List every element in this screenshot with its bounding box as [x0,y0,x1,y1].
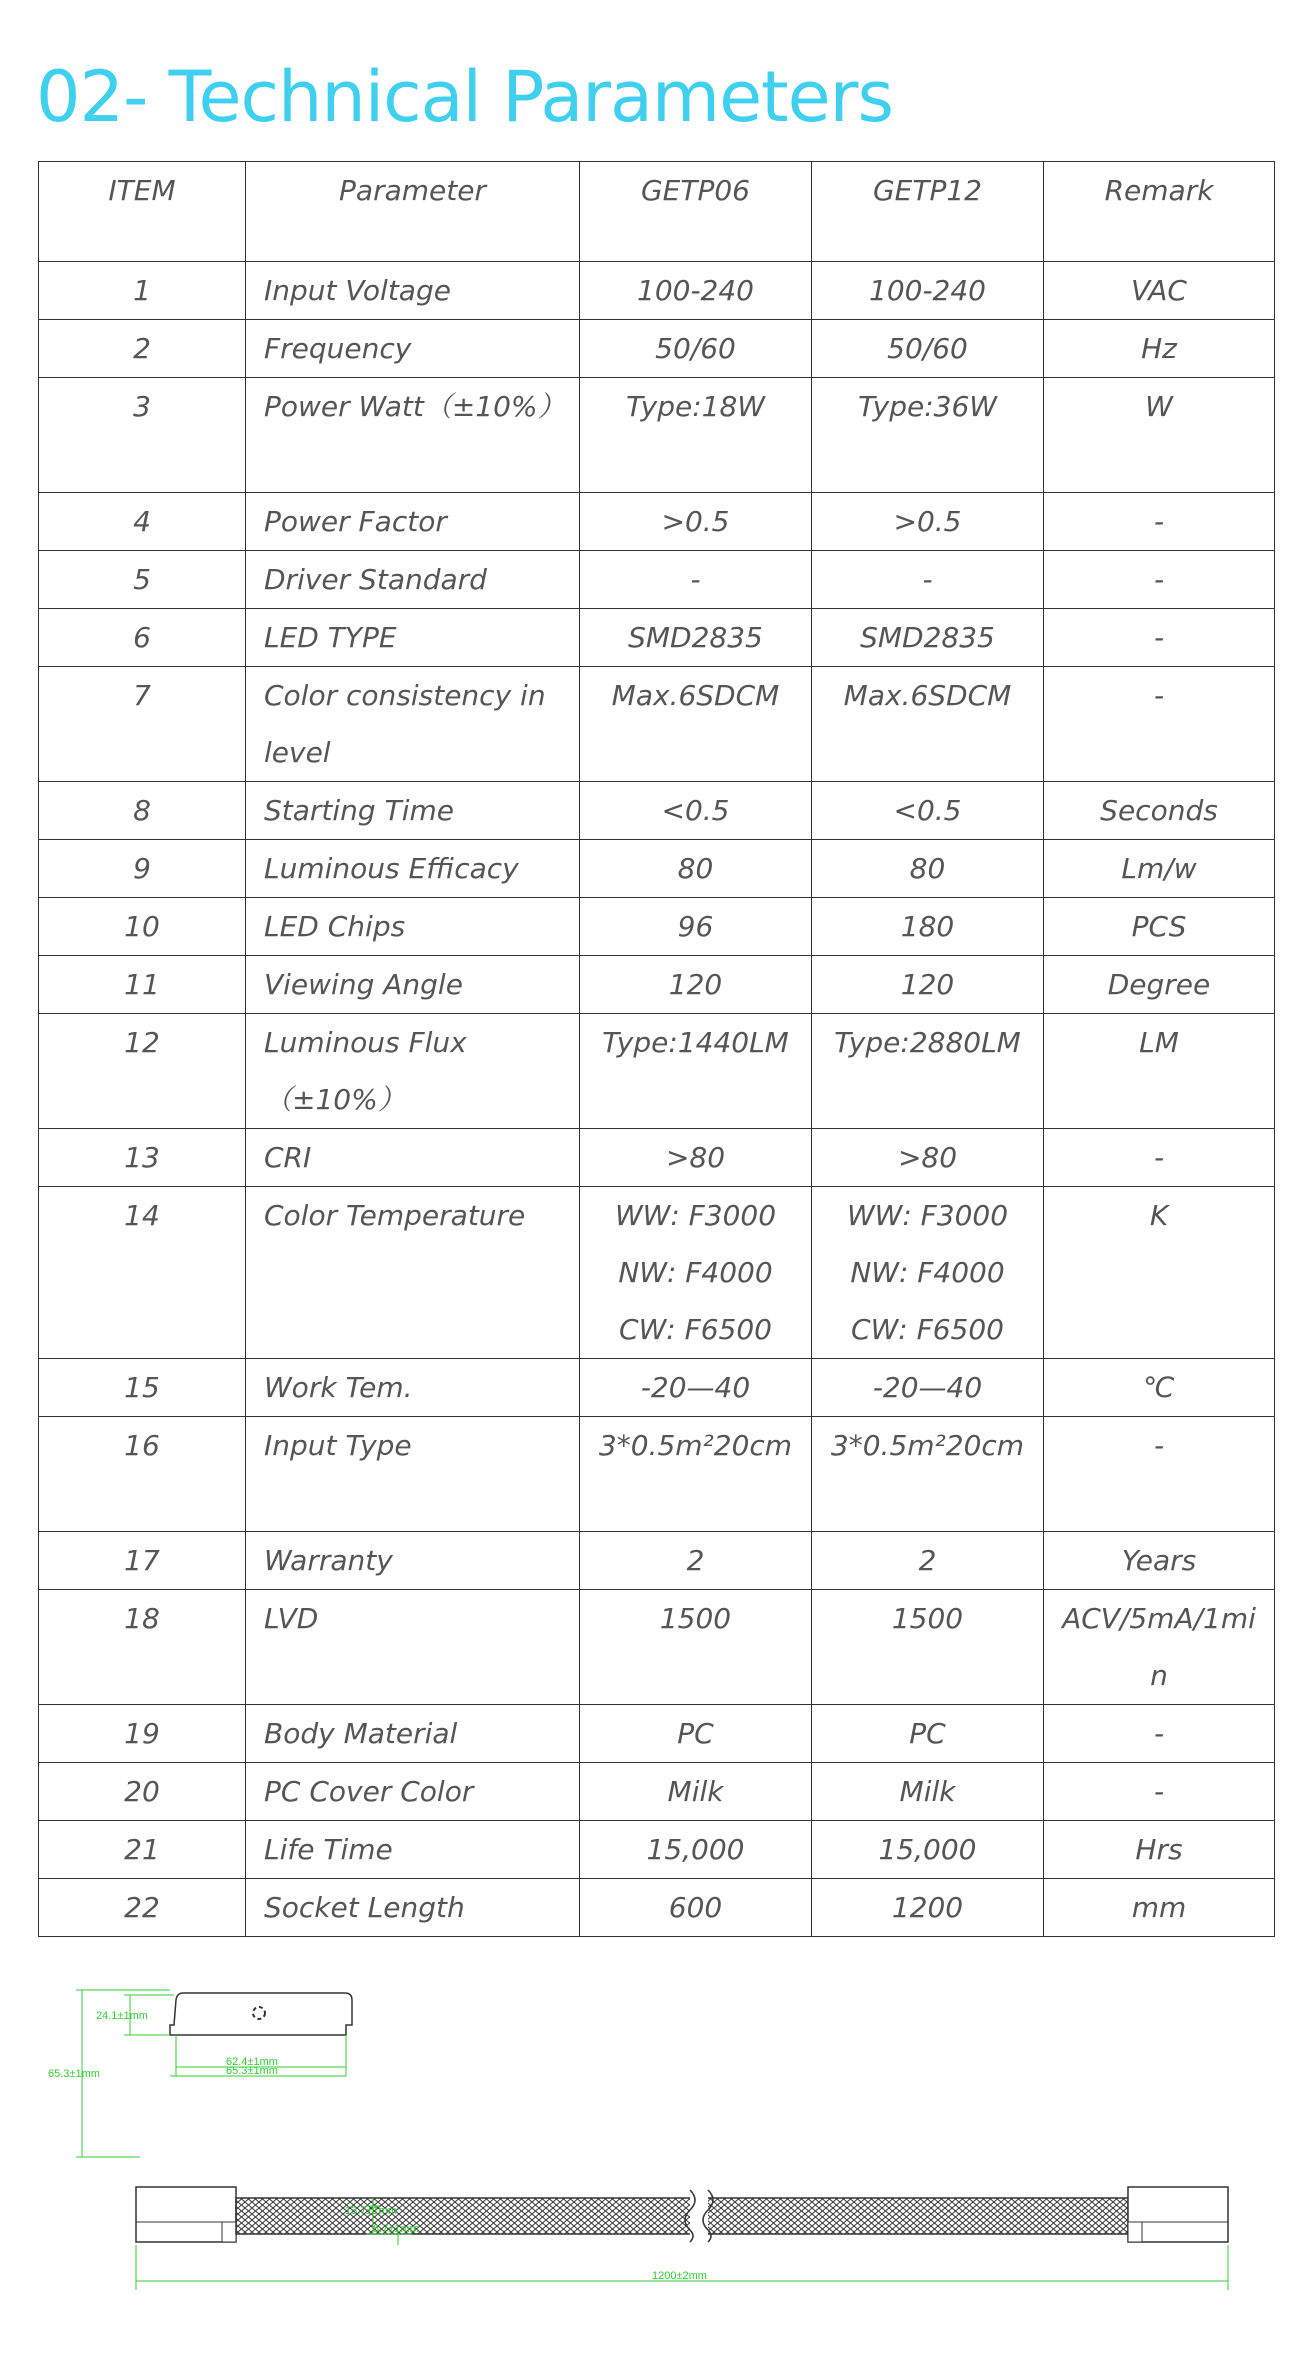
row-getp06: WW: F3000 NW: F4000 CW: F6500 [580,1187,812,1359]
row-getp06: Type:18W [580,378,812,493]
row-getp06: 100-240 [580,262,812,320]
row-item: 22 [39,1879,246,1937]
row-parameter: LVD [246,1590,580,1705]
table-row [39,609,1275,667]
header-remark: Remark [1044,162,1275,262]
row-getp12: SMD2835 [812,609,1044,667]
table-row [39,551,1275,609]
tube-view [136,2187,1228,2242]
row-item: 14 [39,1187,246,1359]
row-item: 13 [39,1129,246,1187]
row-remark: LM [1044,1014,1275,1129]
row-getp06: 1500 [580,1590,812,1705]
row-parameter: Luminous Efficacy [246,840,580,898]
page-title: 02- Technical Parameters [36,56,893,138]
header-item: ITEM [39,162,246,262]
table-row [39,1590,1275,1705]
row-getp12: 50/60 [812,320,1044,378]
row-remark: Years [1044,1532,1275,1590]
row-getp12: 2 [812,1532,1044,1590]
row-parameter: Power Watt（±10%） [246,378,580,493]
row-getp12: - [812,551,1044,609]
row-getp12: 1200 [812,1879,1044,1937]
row-parameter: Power Factor [246,493,580,551]
row-getp06: 15,000 [580,1821,812,1879]
row-getp06: 2 [580,1532,812,1590]
row-item: 5 [39,551,246,609]
row-remark: - [1044,551,1275,609]
product-dimension-drawing [0,1980,1305,2330]
row-getp12: 80 [812,840,1044,898]
table-row [39,1187,1275,1359]
table-row [39,1417,1275,1532]
row-remark: PCS [1044,898,1275,956]
row-parameter: Life Time [246,1821,580,1879]
table-row [39,782,1275,840]
row-parameter: LED Chips [246,898,580,956]
row-item: 19 [39,1705,246,1763]
row-item: 7 [39,667,246,782]
row-getp06: Milk [580,1763,812,1821]
row-getp12: Type:36W [812,378,1044,493]
row-getp06: Max.6SDCM [580,667,812,782]
row-getp06: Type:1440LM [580,1014,812,1129]
row-getp12: >80 [812,1129,1044,1187]
row-item: 8 [39,782,246,840]
row-getp06: -20—40 [580,1359,812,1417]
row-parameter: Viewing Angle [246,956,580,1014]
row-getp06: 50/60 [580,320,812,378]
table-row [39,667,1275,782]
table-row [39,1763,1275,1821]
table-row [39,1705,1275,1763]
row-getp12: 15,000 [812,1821,1044,1879]
header-getp06: GETP06 [580,162,812,262]
dim-inner-width: 62.4±1mm [226,2056,278,2068]
row-parameter: LED TYPE [246,609,580,667]
row-parameter: Warranty [246,1532,580,1590]
row-getp12: 1500 [812,1590,1044,1705]
row-item: 21 [39,1821,246,1879]
row-getp06: SMD2835 [580,609,812,667]
row-getp12: Milk [812,1763,1044,1821]
row-parameter: PC Cover Color [246,1763,580,1821]
row-remark: - [1044,1129,1275,1187]
row-item: 9 [39,840,246,898]
row-getp12: 120 [812,956,1044,1014]
row-remark: - [1044,493,1275,551]
row-remark: - [1044,1705,1275,1763]
dim-tube-1: 13.7±1mm [345,2205,397,2217]
row-item: 6 [39,609,246,667]
row-item: 11 [39,956,246,1014]
row-remark: - [1044,609,1275,667]
row-remark: Hz [1044,320,1275,378]
dim-body-height: 24.1±1mm [96,2010,148,2022]
row-getp12: >0.5 [812,493,1044,551]
dim-outer-width: 65.3±1mm [226,2065,278,2077]
table-row [39,840,1275,898]
table-row [39,1014,1275,1129]
row-item: 16 [39,1417,246,1532]
table-header-row [39,162,1275,262]
row-item: 3 [39,378,246,493]
row-getp06: 80 [580,840,812,898]
row-getp06: - [580,551,812,609]
row-item: 1 [39,262,246,320]
row-remark: K [1044,1187,1275,1359]
table-row [39,956,1275,1014]
row-parameter: Frequency [246,320,580,378]
row-remark: ACV/5mA/1mi n [1044,1590,1275,1705]
row-remark: ℃ [1044,1359,1275,1417]
row-getp12: 100-240 [812,262,1044,320]
row-item: 4 [39,493,246,551]
row-remark: Hrs [1044,1821,1275,1879]
table-row [39,898,1275,956]
row-parameter: Body Material [246,1705,580,1763]
row-getp12: <0.5 [812,782,1044,840]
row-remark: VAC [1044,262,1275,320]
table-row [39,262,1275,320]
row-remark: - [1044,1417,1275,1532]
header-getp12: GETP12 [812,162,1044,262]
table-row [39,378,1275,493]
technical-parameters-table [38,161,1275,1937]
row-getp12: -20—40 [812,1359,1044,1417]
row-getp06: 3*0.5m²20cm [580,1417,812,1532]
row-parameter: Work Tem. [246,1359,580,1417]
row-parameter: Driver Standard [246,551,580,609]
row-remark: Lm/w [1044,840,1275,898]
row-getp06: 120 [580,956,812,1014]
table-row [39,1879,1275,1937]
row-item: 18 [39,1590,246,1705]
row-remark: Seconds [1044,782,1275,840]
row-getp12: PC [812,1705,1044,1763]
row-parameter: CRI [246,1129,580,1187]
row-item: 15 [39,1359,246,1417]
dim-length: 1200±2mm [652,2270,707,2282]
row-getp06: 96 [580,898,812,956]
row-item: 20 [39,1763,246,1821]
header-parameter: Parameter [246,162,580,262]
dim-total-height: 65.3±1mm [48,2068,100,2080]
row-remark: mm [1044,1879,1275,1937]
row-getp12: 3*0.5m²20cm [812,1417,1044,1532]
row-getp12: Max.6SDCM [812,667,1044,782]
table-row [39,1129,1275,1187]
row-parameter: Luminous Flux （±10%） [246,1014,580,1129]
row-item: 17 [39,1532,246,1590]
end-cap-view [170,1993,352,2035]
row-parameter: Color consistency in level [246,667,580,782]
row-remark: - [1044,1763,1275,1821]
row-remark: - [1044,667,1275,782]
row-getp06: 600 [580,1879,812,1937]
row-remark: W [1044,378,1275,493]
row-getp12: 180 [812,898,1044,956]
row-parameter: Socket Length [246,1879,580,1937]
row-item: 10 [39,898,246,956]
table-row [39,320,1275,378]
row-getp06: PC [580,1705,812,1763]
row-getp12: WW: F3000 NW: F4000 CW: F6500 [812,1187,1044,1359]
row-item: 2 [39,320,246,378]
row-getp12: Type:2880LM [812,1014,1044,1129]
row-getp06: >80 [580,1129,812,1187]
table-row [39,1821,1275,1879]
row-getp06: >0.5 [580,493,812,551]
row-remark: Degree [1044,956,1275,1014]
row-parameter: Input Voltage [246,262,580,320]
dim-tube-2: 8.7±1mm [373,2223,419,2235]
table-row [39,1532,1275,1590]
row-parameter: Color Temperature [246,1187,580,1359]
row-getp06: <0.5 [580,782,812,840]
row-parameter: Starting Time [246,782,580,840]
table-row [39,1359,1275,1417]
table-row [39,493,1275,551]
row-item: 12 [39,1014,246,1129]
row-parameter: Input Type [246,1417,580,1532]
